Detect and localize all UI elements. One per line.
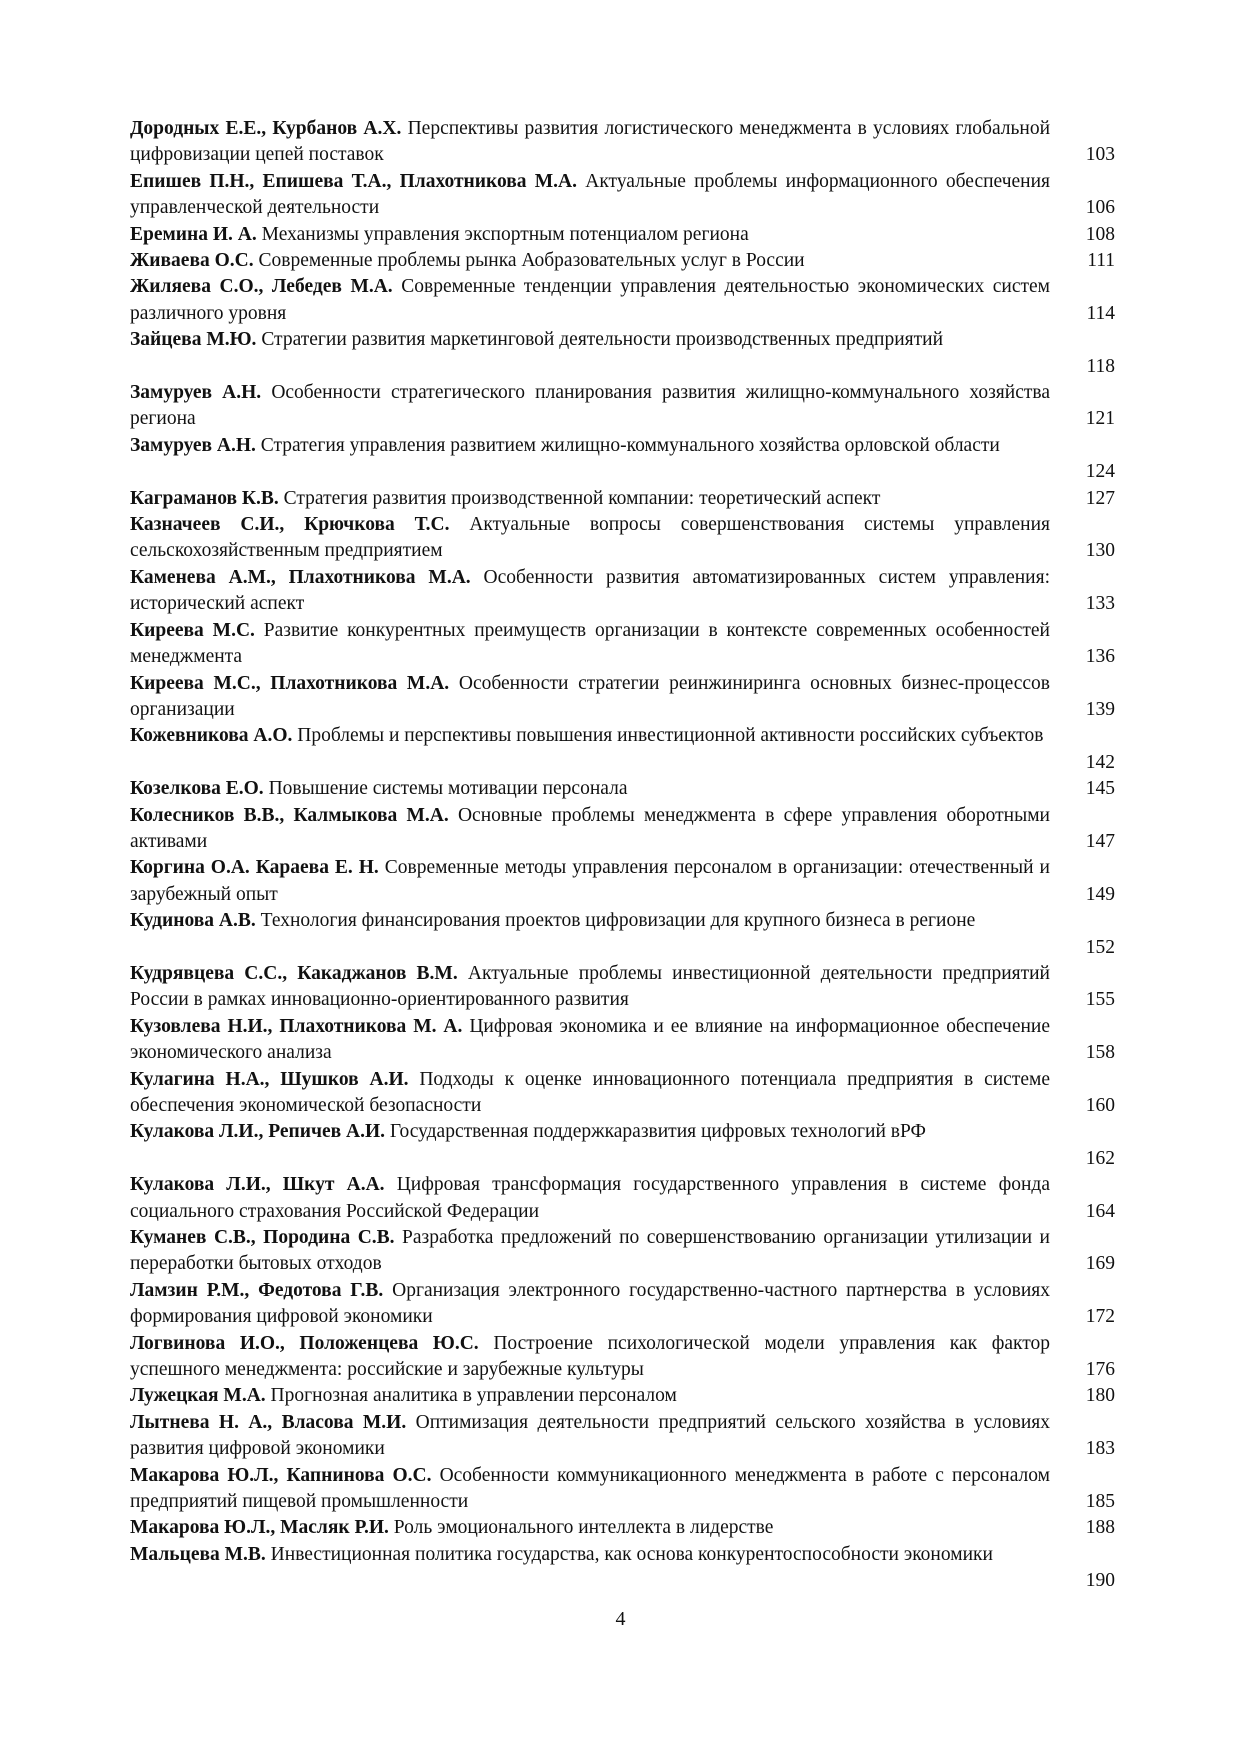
toc-entry-page: 139 [1085,698,1115,720]
toc-entry-author: Колесников В.В., Калмыкова М.А. [130,804,449,826]
toc-entry [130,1172,1115,1225]
toc-entry-page: 160 [1085,1094,1115,1116]
toc-entry-text [130,1172,1050,1225]
toc-entry [130,1383,1115,1409]
toc-entry-page: 155 [1085,989,1115,1011]
toc-entry-title: Оптимизация деятельности предприятий сельского хозяйства в условиях развития цифровой экономики [130,1411,1050,1460]
toc-entry-text [130,433,1050,459]
toc-entry-page: 133 [1085,593,1115,615]
toc-entry-author: Еремина И. А. [130,223,257,245]
toc-entry [130,327,1115,380]
toc-entry-author: Кулакова Л.И., Репичев А.И. [130,1121,386,1143]
toc-entry-text [130,618,1050,671]
toc-entry [130,433,1115,486]
toc-entry [130,908,1115,961]
toc-entry [130,855,1115,908]
toc-entry-title: Перспективы развития логистического менеджмента в условиях глобальной цифровизации цепей поставок [130,118,1051,166]
toc-entry-title: Стратегия развития производственной компании: теоретический аспект [283,487,881,509]
toc-entry-title: Цифровая трансформация государственного управления в системе фонда социального страхования Российской Федерации [130,1174,1050,1222]
toc-entry-title: Инвестиционная политика государства, как основа конкурентоспособности экономики [270,1543,993,1565]
toc-entry-author: Дородных Е.Е., Курбанов А.Х. [130,118,402,139]
toc-entry-title: Актуальные вопросы совершенствования системы управления сельскохозяйственным предприятием [130,514,1051,562]
toc-entry-author: Кудрявцева С.С., Какаджанов В.М. [130,962,458,984]
toc-entry-title: Государственная поддержкаразвития цифровых технологий вРФ [389,1121,926,1143]
toc-entry-title: Современные проблемы рынка Аобразовательных услуг в России [258,250,805,272]
toc-entry-text [130,1067,1050,1120]
toc-entry [130,248,1115,274]
toc-entry-page: 142 [1085,751,1115,773]
toc-entry [130,1014,1115,1067]
toc-entry-page: 127 [1085,487,1115,509]
toc-entry-text [130,512,1050,565]
toc-entry [130,222,1115,248]
toc-entry-author: Зайцева М.Ю. [130,329,257,351]
toc-entry [130,565,1115,618]
toc-entry-title: Повышение системы мотивации персонала [268,778,628,800]
toc-entry [130,1278,1115,1331]
toc-entry-author: Епишев П.Н., Епишева Т.А., Плахотникова М.А. [130,170,578,192]
toc-entry-author: Киреева М.С., Плахотникова М.А. [130,672,450,694]
toc-entry-text [130,169,1050,222]
toc-entry-title: Организация электронного государственно-частного партнерства в условиях формирования цифровой экономики [130,1279,1051,1328]
toc-entry-page: 118 [1086,355,1115,377]
toc-entry-text [130,908,1050,934]
toc-entry-title: Роль эмоционального интеллекта в лидерстве [393,1517,774,1539]
toc-entry-title: Современные тенденции управления деятельностью экономических систем различного уровня [130,276,1051,324]
toc-entry-page: 180 [1085,1385,1115,1407]
toc-entry-title: Развитие конкурентных преимуществ организации в контексте современных особенностей менеджмента [130,619,1050,668]
toc-entry-author: Макарова Ю.Л., Масляк Р.И. [130,1517,389,1539]
toc-entry-page: 111 [1087,250,1115,272]
toc-entry-page: 145 [1085,778,1115,800]
toc-entry-author: Лытнева Н. А., Власова М.И. [130,1411,407,1433]
toc-entry-text [130,327,1050,353]
toc-entry-page: 114 [1086,302,1115,324]
toc-entry-title: Стратегия управления развитием жилищно-коммунального хозяйства орловской области [260,434,1000,456]
toc-entry-title: Особенности стратегического планирования развития жилищно-коммунального хозяйства региона [130,382,1050,430]
toc-entry-text [130,1331,1050,1384]
toc-entry-author: Каграманов К.В. [130,487,279,509]
toc-entry [130,1515,1115,1541]
toc-entry-text [130,1278,1050,1331]
toc-entry-page: 190 [1085,1570,1115,1592]
toc-entry [130,776,1115,802]
toc-entry-text [130,1542,1050,1568]
toc-entry-title: Построение психологической модели управления как фактор успешного менеджмента: российские и зарубежные культуры [130,1332,1050,1381]
page-number: 4 [615,1608,626,1630]
toc-entry-text [130,1014,1050,1067]
toc-entry-title: Особенности коммуникационного менеджмента в работе с персоналом предприятий пищевой промышленности [130,1464,1050,1513]
toc-entry-title: Подходы к оценке инновационного потенциала предприятия в системе обеспечения экономической безопасности [130,1068,1050,1116]
toc-entry-title: Особенности развития автоматизированных систем управления: исторический аспект [130,566,1051,615]
toc-entry-author: Ламзин Р.М., Федотова Г.В. [130,1279,384,1301]
toc-entry-text [130,565,1050,618]
toc-entry-title: Актуальные проблемы инвестиционной деятельности предприятий России в рамках инновационно-ориентированного развития [130,962,1050,1011]
toc-entry-page: 103 [1085,144,1115,166]
toc-entry-text [130,116,1050,169]
toc-entry [130,1331,1115,1384]
toc-entry-page: 176 [1085,1359,1115,1380]
toc-entry [130,671,1115,724]
toc-entry-text [130,961,1050,1014]
toc-entry-author: Каменева А.М., Плахотникова М.А. [130,566,471,588]
toc-entry-author: Замуруев А.Н. [130,382,262,404]
toc-entry-title: Основные проблемы менеджмента в сфере управления оборотными активами [130,804,1050,852]
toc-entry-page: 136 [1085,646,1115,668]
toc-entry-title: Особенности стратегии реинжиниринга основных бизнес-процессов организации [130,672,1050,720]
table-of-contents [130,116,1115,1595]
toc-entry-page: 152 [1085,936,1115,958]
toc-entry-text [130,855,1050,908]
toc-entry-text [130,776,1050,802]
toc-entry-page: 130 [1085,540,1115,562]
toc-entry-text [130,1410,1050,1463]
toc-entry-page: 183 [1085,1438,1115,1460]
toc-entry-author: Козелкова Е.О. [130,778,264,800]
toc-entry-page: 172 [1085,1306,1115,1328]
toc-entry-author: Коргина О.А. Караева Е. Н. [130,857,379,879]
toc-entry [130,486,1115,512]
toc-entry-page: 147 [1085,830,1115,852]
toc-entry-title: Цифровая экономика и ее влияние на информационное обеспечение экономического анализа [130,1015,1051,1064]
toc-entry-text [130,248,1050,274]
toc-entry-text [130,1463,1050,1516]
toc-entry-author: Кузовлева Н.И., Плахотникова М. А. [130,1015,463,1037]
toc-entry [130,723,1115,776]
toc-entry [130,803,1115,856]
toc-entry [130,512,1115,565]
toc-entry-author: Казначеев С.И., Крючкова Т.С. [130,514,450,536]
toc-entry [130,169,1115,222]
toc-entry-author: Куманев С.В., Породина С.В. [130,1226,395,1248]
toc-entry-author: Лужецкая М.А. [130,1385,266,1407]
toc-entry [130,1410,1115,1463]
toc-entry-page: 124 [1085,461,1115,483]
toc-entry-title: Прогнозная аналитика в управлении персоналом [270,1385,677,1407]
toc-entry-author: Живаева О.С. [130,250,254,272]
toc-entry [130,961,1115,1014]
toc-entry-page: 149 [1085,883,1115,905]
toc-entry-page: 162 [1085,1147,1115,1169]
toc-entry-author: Кулакова Л.И., Шкут А.А. [130,1174,385,1196]
toc-entry-text [130,671,1050,724]
toc-entry-page: 158 [1085,1042,1115,1064]
toc-entry-page: 188 [1085,1517,1115,1539]
toc-entry-page: 164 [1085,1200,1115,1222]
toc-entry [130,618,1115,671]
toc-entry [130,1542,1115,1595]
toc-entry [130,1463,1115,1516]
toc-entry-title: Технология финансирования проектов цифровизации для крупного бизнеса в регионе [260,910,976,932]
toc-entry-page: 108 [1085,223,1115,245]
toc-entry-author: Кожевникова А.О. [130,725,293,747]
toc-entry-title: Актуальные проблемы информационного обеспечения управленческой деятельности [130,170,1051,219]
toc-entry-title: Современные методы управления персоналом в организации: отечественный и зарубежный опыт [130,857,1050,905]
toc-entry [130,1067,1115,1120]
toc-entry-text [130,1225,1050,1278]
toc-entry-text [130,274,1050,327]
toc-entry-text [130,380,1050,433]
toc-entry-text [130,803,1050,856]
toc-entry-author: Мальцева М.В. [130,1543,266,1565]
toc-entry [130,1225,1115,1278]
toc-entry-author: Макарова Ю.Л., Капнинова О.С. [130,1464,432,1486]
toc-entry-text [130,1515,1050,1541]
toc-entry-author: Кулагина Н.А., Шушков А.И. [130,1068,409,1090]
toc-entry-text [130,723,1050,749]
toc-entry-page: 169 [1085,1253,1115,1275]
toc-entry [130,1119,1115,1172]
toc-entry-author: Кудинова А.В. [130,910,256,932]
toc-entry-author: Жиляева С.О., Лебедев М.А. [130,276,393,298]
toc-entry-author: Киреева М.С. [130,619,255,641]
toc-entry-title: Механизмы управления экспортным потенциалом региона [261,223,749,245]
toc-entry-text [130,1383,1050,1409]
toc-entry-title: Разработка предложений по совершенствованию организации утилизации и переработки бытовых отходов [130,1226,1050,1275]
toc-entry-author: Замуруев А.Н. [130,434,256,456]
toc-entry-author: Логвинова И.О., Положенцева Ю.С. [130,1332,479,1354]
toc-entry [130,274,1115,327]
toc-entry-page: 106 [1085,197,1115,219]
toc-entry-page: 121 [1085,408,1115,430]
toc-entry-title: Проблемы и перспективы повышения инвестиционной активности российских субъектов [297,725,1044,747]
toc-entry-title: Стратегии развития маркетинговой деятельности производственных предприятий [261,329,944,351]
toc-entry-text [130,1119,1050,1145]
toc-entry [130,380,1115,433]
toc-entry-text [130,486,1050,512]
toc-entry [130,116,1115,169]
toc-entry-text [130,222,1050,248]
toc-entry-page: 185 [1085,1491,1115,1513]
